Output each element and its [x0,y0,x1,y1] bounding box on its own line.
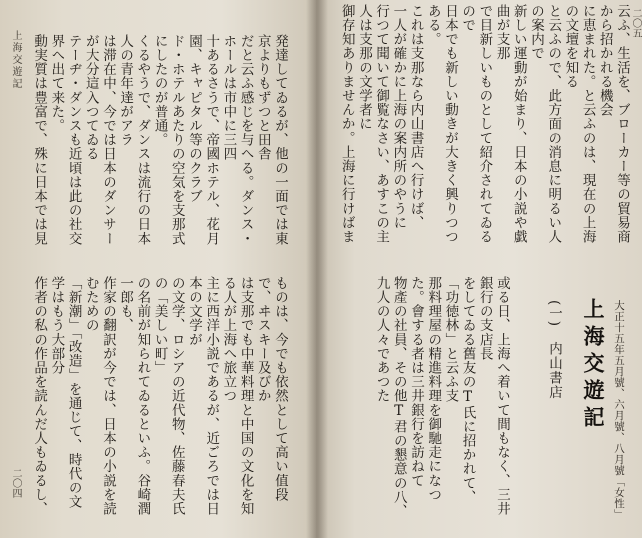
page-number-left: 二〇四 [10,468,21,498]
left-lower-text-block: ものは、今でも依然として高い值段で、ヰスキー及びか は支那でも中華料理と中国の文化を知る人が上海へ旅立つ 主に西洋小説であるが、近ごろでは日本の文学が の文学、ロシアの近代物、佐藤春夫氏の「美しい町」 の名前が知られてゐるといふ。谷崎潤一郎も、 作家の翻訳が今では、日本の小説を読むための 「新潮」「改造」を通じて、時代の文学はもう大部分 作者の私の作品を読んだ人もゐるし、 [31,276,288,516]
essay-dateline: 大正十五年五月號、六月號、八月號「女性」 [613,300,625,520]
essay-title: 上海交遊記 [581,298,606,433]
right-upper-text-block: 云ふ、生活を、ブローカー等の貿易商から招かれる機会 に恵まれた。と云ふのは、現在の上海の文壇を知る と云ふので、此方面の消息に明るい人の案内で 新しい運動が始まり、日本の小説や戯曲が支那 で目新しいものとして紹介されてゐるので 日本でも新しい動きが大きく興りつつある。 これは支那なら内山書店へ行けば、 一人が確かに上海の案内所のやうに 行つて聞いて御覧なさい、あすこの主人は支那の文学者に 御存知ありませんか。上海に行けばま [338,4,630,244]
page-number-right: 二〇五 [630,8,641,38]
right-page [316,0,642,538]
section-heading: (一) 内山書店 [546,300,562,400]
left-page [0,0,316,538]
right-lower-text-block: 或る日、上海へ着いて間もなく、三井銀行の支店長 をしてゐる舊友のT氏に招かれて、「功徳林」と云ふ支 那料理屋の精進料理を御馳走になつた。會する者は三井銀行を訪ねて 物產の社員、その他T君の懇意の八、九人の人々であつた [373,276,510,519]
left-upper-text-block: 発達してゐるが、他の一面では東京よりもずつと田舎 だと云ふ感じを与へる。ダンス・ホールは市中に三四 十あるさうで、帝國ホテル、花月園、キャピタル等のクラブ ド・ホテルあたりの空気を支那式にしたのが普通。 くるやうで、ダンスは流行の日本人の青年達がアラ は滞在中、今では日本のダンサーが大分這入つてゐる テーヂ・ダンスも近頃は此の社交界へ出て来た。 動実質は豊富で、殊に日本では見 [31,34,288,246]
running-head: 上海交遊記 [10,30,21,90]
